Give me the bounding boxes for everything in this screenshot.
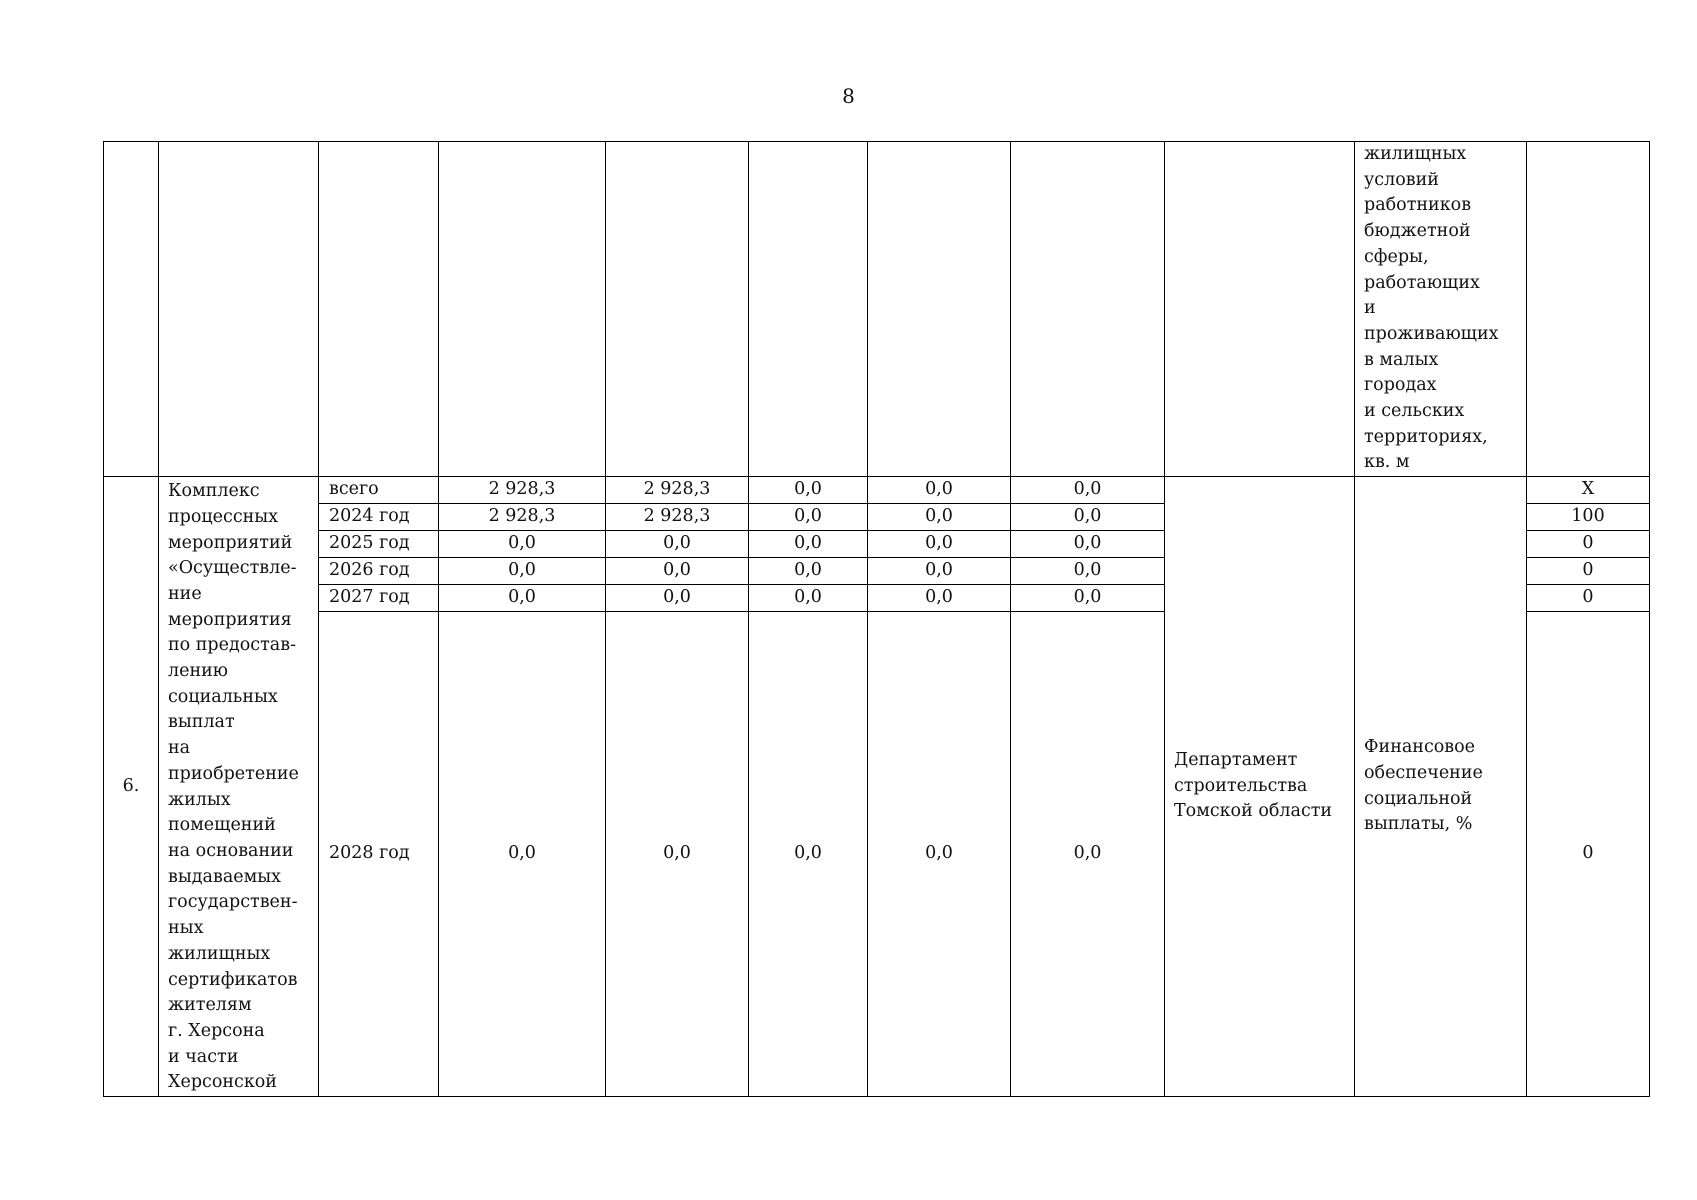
extrabudget-cell: 0,0 <box>1011 584 1165 611</box>
period-cell: 2025 год <box>319 530 439 557</box>
local-budget-cell: 0,0 <box>868 611 1011 1096</box>
period-cell: 2026 год <box>319 557 439 584</box>
page-number: 8 <box>842 84 855 108</box>
continuation-row <box>104 142 1650 477</box>
indicator-value-cell: 0 <box>1527 530 1650 557</box>
indicator-value-cell: Х <box>1527 477 1650 504</box>
table-row <box>104 477 1650 504</box>
period-cell: 2028 год <box>319 611 439 1096</box>
local-budget-cell: 0,0 <box>868 530 1011 557</box>
cell-empty <box>439 142 606 477</box>
regional-budget-cell: 0,0 <box>749 477 868 504</box>
period-cell: 2024 год <box>319 504 439 531</box>
period-cell: всего <box>319 477 439 504</box>
extrabudget-cell: 0,0 <box>1011 611 1165 1096</box>
regional-budget-cell: 0,0 <box>749 530 868 557</box>
federal-budget-cell: 0,0 <box>606 557 749 584</box>
cell-empty <box>868 142 1011 477</box>
federal-budget-cell: 0,0 <box>606 611 749 1096</box>
extrabudget-cell: 0,0 <box>1011 557 1165 584</box>
local-budget-cell: 0,0 <box>868 504 1011 531</box>
extrabudget-cell: 0,0 <box>1011 477 1165 504</box>
cell-empty <box>1527 142 1650 477</box>
indicator-value-cell: 0 <box>1527 557 1650 584</box>
local-budget-cell: 0,0 <box>868 584 1011 611</box>
extrabudget-cell: 0,0 <box>1011 530 1165 557</box>
total-cell: 0,0 <box>439 530 606 557</box>
cell-empty <box>749 142 868 477</box>
total-cell: 0,0 <box>439 557 606 584</box>
total-cell: 2 928,3 <box>439 504 606 531</box>
federal-budget-cell: 0,0 <box>606 584 749 611</box>
item-number: 6. <box>104 477 159 1097</box>
federal-budget-cell: 0,0 <box>606 530 749 557</box>
cell-empty <box>1165 142 1355 477</box>
total-cell: 0,0 <box>439 584 606 611</box>
indicator-continuation: жилищных условий работников бюджетной сферы, работающих и проживающих в малых городах и сельских территориях, кв. м <box>1355 142 1527 477</box>
period-cell: 2027 год <box>319 584 439 611</box>
federal-budget-cell: 2 928,3 <box>606 477 749 504</box>
regional-budget-cell: 0,0 <box>749 584 868 611</box>
total-cell: 0,0 <box>439 611 606 1096</box>
regional-budget-cell: 0,0 <box>749 557 868 584</box>
local-budget-cell: 0,0 <box>868 557 1011 584</box>
indicator-value-cell: 0 <box>1527 584 1650 611</box>
regional-budget-cell: 0,0 <box>749 611 868 1096</box>
program-table <box>103 141 1650 1097</box>
total-cell: 2 928,3 <box>439 477 606 504</box>
regional-budget-cell: 0,0 <box>749 504 868 531</box>
cell-empty <box>1011 142 1165 477</box>
indicator-name: Финансовое обеспечение социальной выплаты, % <box>1355 477 1527 1097</box>
local-budget-cell: 0,0 <box>868 477 1011 504</box>
cell-empty <box>319 142 439 477</box>
indicator-value-cell: 0 <box>1527 611 1650 1096</box>
item-name: Комплекс процессных мероприятий «Осуществле- ние мероприятия по предостав- лению социальных выплат на приобретение жилых помещений на основании выдаваемых государствен- ных жилищных сертификатов жителям г. Херсона и части Херсонской <box>159 477 319 1097</box>
indicator-value-cell: 100 <box>1527 504 1650 531</box>
cell-empty <box>159 142 319 477</box>
extrabudget-cell: 0,0 <box>1011 504 1165 531</box>
federal-budget-cell: 2 928,3 <box>606 504 749 531</box>
executor: Департамент строительства Томской области <box>1165 477 1355 1097</box>
cell-empty <box>606 142 749 477</box>
cell-empty <box>104 142 159 477</box>
